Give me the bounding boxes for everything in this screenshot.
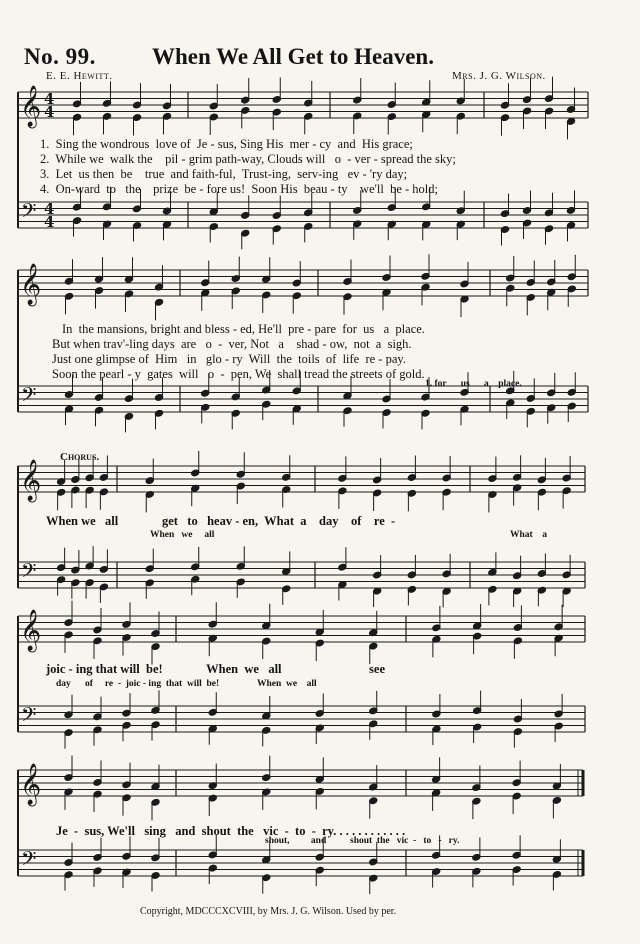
copyright-notice: Copyright, MDCCCXCVIII, by Mrs. J. G. Wilson. Used by per.	[140, 906, 397, 917]
clef-symbol: 𝄞	[20, 460, 42, 501]
hymn-composer: Mrs. J. G. Wilson.	[452, 70, 546, 82]
hymn-number: No. 99.	[24, 44, 96, 69]
clef-symbol: 𝄞	[20, 610, 42, 651]
verse-line-1: In the mansions, bright and bless - ed, He'll pre - pare for us a place.	[62, 322, 425, 336]
bass-words: day of re - joic - ing that will be! When we all	[56, 679, 317, 689]
verse-line-2: 2. While we walk the pil - grim path-way, Clouds will o - ver - spread the sky;	[40, 152, 456, 166]
verse-line-4: Soon the pearl - y gates will o - pen, We shall tread the streets of gold.	[52, 367, 425, 381]
chorus-label: Chorus.	[60, 451, 100, 463]
time-signature: 4	[44, 200, 55, 218]
clef-symbol: 𝄢	[21, 703, 37, 731]
verse-line-3: 3. Let us then be true and faith-ful, Trust-ing, serv-ing ev - 'ry day;	[40, 167, 408, 181]
hymn-title: When We All Get to Heaven.	[152, 44, 434, 69]
hymn-author: E. E. Hewitt.	[46, 70, 113, 82]
time-signature: 4	[44, 213, 55, 231]
time-signature: 4	[44, 103, 55, 121]
verse-line-2: But when trav'-ling days are o - ver, Not a shad - ow, not a sigh.	[52, 337, 412, 351]
alto-words: When we all	[150, 530, 215, 540]
clef-symbol: 𝄞	[20, 764, 42, 805]
clef-symbol: 𝄞	[20, 86, 42, 127]
chorus-lyrics: Je - sus, We'll sing and shout the vic - to - ry. . . . . . . . . . . .	[56, 824, 406, 838]
clef-symbol: 𝄢	[21, 847, 37, 875]
bass-words: shout, and shout the vic - to - ry.	[265, 836, 460, 846]
clef-symbol: 𝄢	[21, 383, 37, 411]
verse-line-1: 1. Sing the wondrous love of Je - sus, Sing His mer - cy and His grace;	[40, 137, 413, 151]
bass-words: 1. for us a place.	[425, 379, 522, 389]
chorus-lyrics: When we all get to heav - en, What a day of re -	[46, 514, 396, 528]
clef-symbol: 𝄢	[21, 559, 37, 587]
clef-symbol: 𝄢	[21, 199, 37, 227]
clef-symbol: 𝄞	[20, 264, 42, 305]
time-signature: 4	[44, 90, 55, 108]
verse-line-3: Just one glimpse of Him in glo - ry Will the toils of life re - pay.	[52, 352, 406, 366]
bass-words: What a	[510, 530, 547, 540]
verse-line-4: 4. On-ward to the prize be - fore us! Soon His beau - ty we'll be - hold;	[40, 182, 438, 196]
chorus-lyrics: joic - ing that will be! When we all see	[46, 662, 385, 676]
